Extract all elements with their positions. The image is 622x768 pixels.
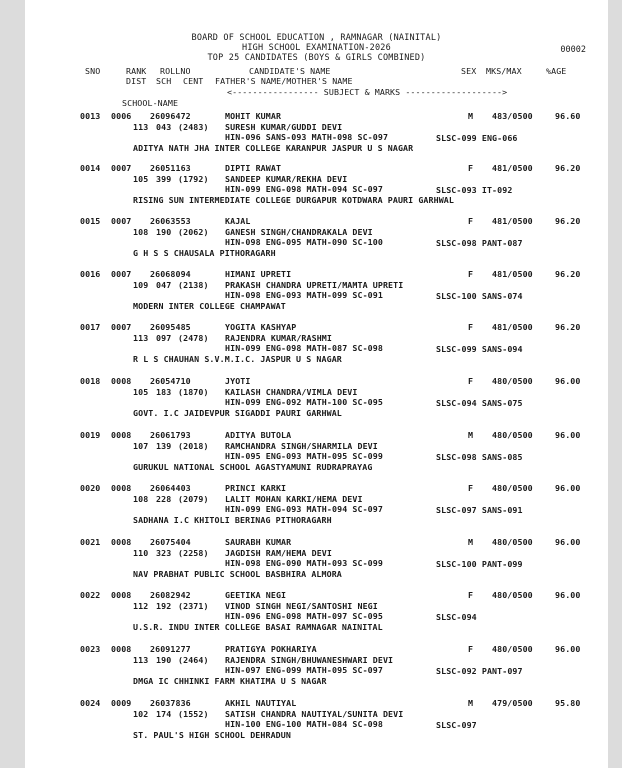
record-rollno: 26063553 [150, 216, 191, 226]
record-sch: 047 [156, 280, 172, 290]
record-sex: M [468, 111, 474, 121]
record-sno: 0018 [80, 376, 101, 386]
col-subject-marks: <----------------- SUBJECT & MARKS -------------------> [227, 87, 508, 97]
record-school-name: ADITYA NATH JHA INTER COLLEGE KARANPUR JASPUR U S NAGAR [133, 143, 414, 153]
record-marks: 480/0500 [492, 483, 533, 493]
record-sex: F [468, 269, 474, 279]
list-subtitle: TOP 25 CANDIDATES (BOYS & GIRLS COMBINED) [207, 53, 426, 63]
col-school-name: SCHOOL-NAME [122, 98, 179, 108]
record-sex: F [468, 644, 474, 654]
record-percentage: 96.00 [555, 537, 581, 547]
record-sex: F [468, 590, 474, 600]
record-parents: RAJENDRA SINGH/BHUWANESHWARI DEVI [225, 655, 394, 665]
page-number: 00002 [560, 45, 586, 55]
record-subjects-extra: SLSC-092 PANT-097 [436, 666, 523, 676]
record-rollno: 26054710 [150, 376, 191, 386]
record-parents: JAGDISH RAM/HEMA DEVI [225, 548, 332, 558]
record-dist: 113 [133, 333, 149, 343]
col-percentage: %AGE [546, 66, 567, 76]
record-percentage: 96.00 [555, 644, 581, 654]
record-marks: 480/0500 [492, 644, 533, 654]
candidate-record [25, 376, 608, 438]
record-subjects-extra: SLSC-093 IT-092 [436, 185, 513, 195]
record-rank: 0009 [111, 698, 132, 708]
record-candidate-name: KAJAL [225, 216, 251, 226]
record-subjects-extra: SLSC-094 [436, 612, 477, 622]
result-sheet [25, 0, 608, 768]
record-rollno: 26082942 [150, 590, 191, 600]
record-rank: 0008 [111, 590, 132, 600]
record-rollno: 26064403 [150, 483, 191, 493]
record-cent: (2464) [178, 655, 209, 665]
record-dist: 109 [133, 280, 149, 290]
record-sch: 399 [156, 174, 172, 184]
record-subjects: HIN-096 SANS-093 MATH-098 SC-097 [225, 132, 389, 142]
record-sch: 190 [156, 227, 172, 237]
record-rank: 0006 [111, 111, 132, 121]
record-school-name: NAV PRABHAT PUBLIC SCHOOL BASBHIRA ALMORA [133, 569, 342, 579]
col-marks: MKS/MAX [486, 66, 522, 76]
record-rollno: 26096472 [150, 111, 191, 121]
record-sno: 0014 [80, 163, 101, 173]
col-sex: SEX [461, 66, 477, 76]
record-sch: 190 [156, 655, 172, 665]
record-sex: F [468, 216, 474, 226]
record-dist: 108 [133, 494, 149, 504]
record-rank: 0007 [111, 322, 132, 332]
record-subjects-extra: SLSC-097 [436, 720, 477, 730]
record-candidate-name: DIPTI RAWAT [225, 163, 282, 173]
record-cent: (1792) [178, 174, 209, 184]
record-sch: 139 [156, 441, 172, 451]
record-subjects: HIN-099 ENG-092 MATH-100 SC-095 [225, 397, 383, 407]
record-candidate-name: PRINCI KARKI [225, 483, 287, 493]
record-parents: GANESH SINGH/CHANDRAKALA DEVI [225, 227, 373, 237]
record-sex: M [468, 430, 474, 440]
record-school-name: ST. PAUL'S HIGH SCHOOL DEHRADUN [133, 730, 291, 740]
record-cent: (2079) [178, 494, 209, 504]
record-percentage: 96.20 [555, 216, 581, 226]
record-marks: 479/0500 [492, 698, 533, 708]
record-rank: 0007 [111, 163, 132, 173]
record-parents: SANDEEP KUMAR/REKHA DEVI [225, 174, 348, 184]
record-subjects-extra: SLSC-100 PANT-099 [436, 559, 523, 569]
record-sex: F [468, 483, 474, 493]
record-sno: 0015 [80, 216, 101, 226]
record-sex: F [468, 163, 474, 173]
record-percentage: 96.20 [555, 322, 581, 332]
record-sno: 0022 [80, 590, 101, 600]
record-sno: 0023 [80, 644, 101, 654]
record-cent: (2062) [178, 227, 209, 237]
record-candidate-name: AKHIL NAUTIYAL [225, 698, 297, 708]
record-subjects: HIN-100 ENG-100 MATH-084 SC-098 [225, 719, 383, 729]
record-rank: 0007 [111, 269, 132, 279]
record-percentage: 96.20 [555, 163, 581, 173]
record-sch: 228 [156, 494, 172, 504]
record-dist: 105 [133, 387, 149, 397]
record-marks: 480/0500 [492, 537, 533, 547]
col-rollno: ROLLNO [160, 66, 191, 76]
record-cent: (2371) [178, 601, 209, 611]
record-cent: (1870) [178, 387, 209, 397]
board-title: BOARD OF SCHOOL EDUCATION , RAMNAGAR (NAINITAL) [191, 33, 442, 43]
record-cent: (2018) [178, 441, 209, 451]
record-school-name: MODERN INTER COLLEGE CHAMPAWAT [133, 301, 286, 311]
record-sch: 097 [156, 333, 172, 343]
record-sex: F [468, 376, 474, 386]
record-cent: (2483) [178, 122, 209, 132]
record-subjects: HIN-098 ENG-095 MATH-090 SC-100 [225, 237, 383, 247]
record-candidate-name: ADITYA BUTOLA [225, 430, 292, 440]
record-cent: (2478) [178, 333, 209, 343]
record-subjects: HIN-098 ENG-090 MATH-093 SC-099 [225, 558, 383, 568]
record-dist: 110 [133, 548, 149, 558]
record-marks: 480/0500 [492, 430, 533, 440]
record-dist: 113 [133, 655, 149, 665]
candidate-record [25, 483, 608, 545]
record-dist: 108 [133, 227, 149, 237]
record-rollno: 26095485 [150, 322, 191, 332]
record-sno: 0024 [80, 698, 101, 708]
record-rank: 0008 [111, 537, 132, 547]
record-percentage: 96.00 [555, 483, 581, 493]
record-candidate-name: SAURABH KUMAR [225, 537, 292, 547]
record-sno: 0016 [80, 269, 101, 279]
record-sno: 0013 [80, 111, 101, 121]
col-candidate-name: CANDIDATE'S NAME [249, 66, 331, 76]
record-subjects: HIN-097 ENG-099 MATH-095 SC-097 [225, 665, 383, 675]
record-candidate-name: YOGITA KASHYAP [225, 322, 297, 332]
record-rollno: 26091277 [150, 644, 191, 654]
record-school-name: GOVT. I.C JAIDEVPUR SIGADDI PAURI GARHWAL [133, 408, 342, 418]
record-school-name: U.S.R. INDU INTER COLLEGE BASAI RAMNAGAR NAINITAL [133, 622, 383, 632]
record-subjects-extra: SLSC-098 SANS-085 [436, 452, 523, 462]
col-sno: SNO [85, 66, 101, 76]
record-rollno: 26068094 [150, 269, 191, 279]
record-rank: 0008 [111, 644, 132, 654]
record-rollno: 26075404 [150, 537, 191, 547]
col-rank: RANK [126, 66, 147, 76]
candidate-record [25, 644, 608, 706]
record-sch: 192 [156, 601, 172, 611]
record-subjects: HIN-099 ENG-098 MATH-094 SC-097 [225, 184, 383, 194]
record-marks: 481/0500 [492, 163, 533, 173]
record-marks: 481/0500 [492, 269, 533, 279]
record-percentage: 96.20 [555, 269, 581, 279]
record-dist: 113 [133, 122, 149, 132]
candidate-record [25, 322, 608, 384]
record-percentage: 95.80 [555, 698, 581, 708]
record-cent: (2258) [178, 548, 209, 558]
record-subjects: HIN-099 ENG-098 MATH-087 SC-098 [225, 343, 383, 353]
record-parents: RAJENDRA KUMAR/RASHMI [225, 333, 332, 343]
record-subjects: HIN-096 ENG-098 MATH-097 SC-095 [225, 611, 383, 621]
record-school-name: SADHANA I.C KHITOLI BERINAG PITHORAGARH [133, 515, 332, 525]
record-rollno: 26061793 [150, 430, 191, 440]
col-parents: FATHER'S NAME/MOTHER'S NAME [215, 76, 353, 86]
candidate-record [25, 698, 608, 760]
record-subjects: HIN-099 ENG-093 MATH-094 SC-097 [225, 504, 383, 514]
record-sno: 0019 [80, 430, 101, 440]
record-school-name: RISING SUN INTERMEDIATE COLLEGE DURGAPUR KOTDWARA PAURI GARHWAL [133, 195, 454, 205]
col-cent: CENT [183, 76, 204, 86]
record-percentage: 96.60 [555, 111, 581, 121]
candidate-record [25, 590, 608, 652]
exam-title: HIGH SCHOOL EXAMINATION-2026 [242, 43, 391, 53]
record-parents: LALIT MOHAN KARKI/HEMA DEVI [225, 494, 363, 504]
record-subjects-extra: SLSC-099 ENG-066 [436, 133, 518, 143]
record-marks: 483/0500 [492, 111, 533, 121]
record-candidate-name: GEETIKA NEGI [225, 590, 287, 600]
record-candidate-name: JYOTI [225, 376, 251, 386]
record-subjects-extra: SLSC-098 PANT-087 [436, 238, 523, 248]
record-sno: 0021 [80, 537, 101, 547]
record-sex: M [468, 698, 474, 708]
record-sch: 323 [156, 548, 172, 558]
record-candidate-name: MOHIT KUMAR [225, 111, 282, 121]
record-candidate-name: PRATIGYA POKHARIYA [225, 644, 317, 654]
record-subjects: HIN-095 ENG-093 MATH-095 SC-099 [225, 451, 383, 461]
record-school-name: DMGA IC CHHINKI FARM KHATIMA U S NAGAR [133, 676, 327, 686]
record-subjects-extra: SLSC-097 SANS-091 [436, 505, 523, 515]
record-cent: (1552) [178, 709, 209, 719]
record-sex: M [468, 537, 474, 547]
record-school-name: GURUKUL NATIONAL SCHOOL AGASTYAMUNI RUDRAPRAYAG [133, 462, 373, 472]
record-marks: 480/0500 [492, 590, 533, 600]
record-rank: 0008 [111, 483, 132, 493]
record-percentage: 96.00 [555, 430, 581, 440]
record-percentage: 96.00 [555, 376, 581, 386]
record-subjects-extra: SLSC-099 SANS-094 [436, 344, 523, 354]
record-parents: KAILASH CHANDRA/VIMLA DEVI [225, 387, 358, 397]
record-school-name: R L S CHAUHAN S.V.M.I.C. JASPUR U S NAGAR [133, 354, 342, 364]
record-cent: (2138) [178, 280, 209, 290]
record-subjects-extra: SLSC-100 SANS-074 [436, 291, 523, 301]
record-rank: 0007 [111, 216, 132, 226]
record-subjects: HIN-098 ENG-093 MATH-099 SC-091 [225, 290, 383, 300]
record-rollno: 26051163 [150, 163, 191, 173]
record-candidate-name: HIMANI UPRETI [225, 269, 292, 279]
col-dist: DIST [126, 76, 147, 86]
record-dist: 112 [133, 601, 149, 611]
record-parents: SATISH CHANDRA NAUTIYAL/SUNITA DEVI [225, 709, 404, 719]
record-marks: 481/0500 [492, 322, 533, 332]
record-marks: 481/0500 [492, 216, 533, 226]
record-subjects-extra: SLSC-094 SANS-075 [436, 398, 523, 408]
record-sch: 043 [156, 122, 172, 132]
record-sex: F [468, 322, 474, 332]
record-rank: 0008 [111, 430, 132, 440]
col-sch: SCH [156, 76, 172, 86]
record-rollno: 26037836 [150, 698, 191, 708]
record-sch: 174 [156, 709, 172, 719]
record-rank: 0008 [111, 376, 132, 386]
record-sno: 0017 [80, 322, 101, 332]
record-marks: 480/0500 [492, 376, 533, 386]
record-parents: PRAKASH CHANDRA UPRETI/MAMTA UPRETI [225, 280, 404, 290]
record-sno: 0020 [80, 483, 101, 493]
record-sch: 183 [156, 387, 172, 397]
record-dist: 107 [133, 441, 149, 451]
record-parents: SURESH KUMAR/GUDDI DEVI [225, 122, 343, 132]
record-parents: RAMCHANDRA SINGH/SHARMILA DEVI [225, 441, 378, 451]
record-parents: VINOD SINGH NEGI/SANTOSHI NEGI [225, 601, 378, 611]
record-dist: 105 [133, 174, 149, 184]
record-percentage: 96.00 [555, 590, 581, 600]
record-school-name: G H S S CHAUSALA PITHORAGARH [133, 248, 276, 258]
record-dist: 102 [133, 709, 149, 719]
